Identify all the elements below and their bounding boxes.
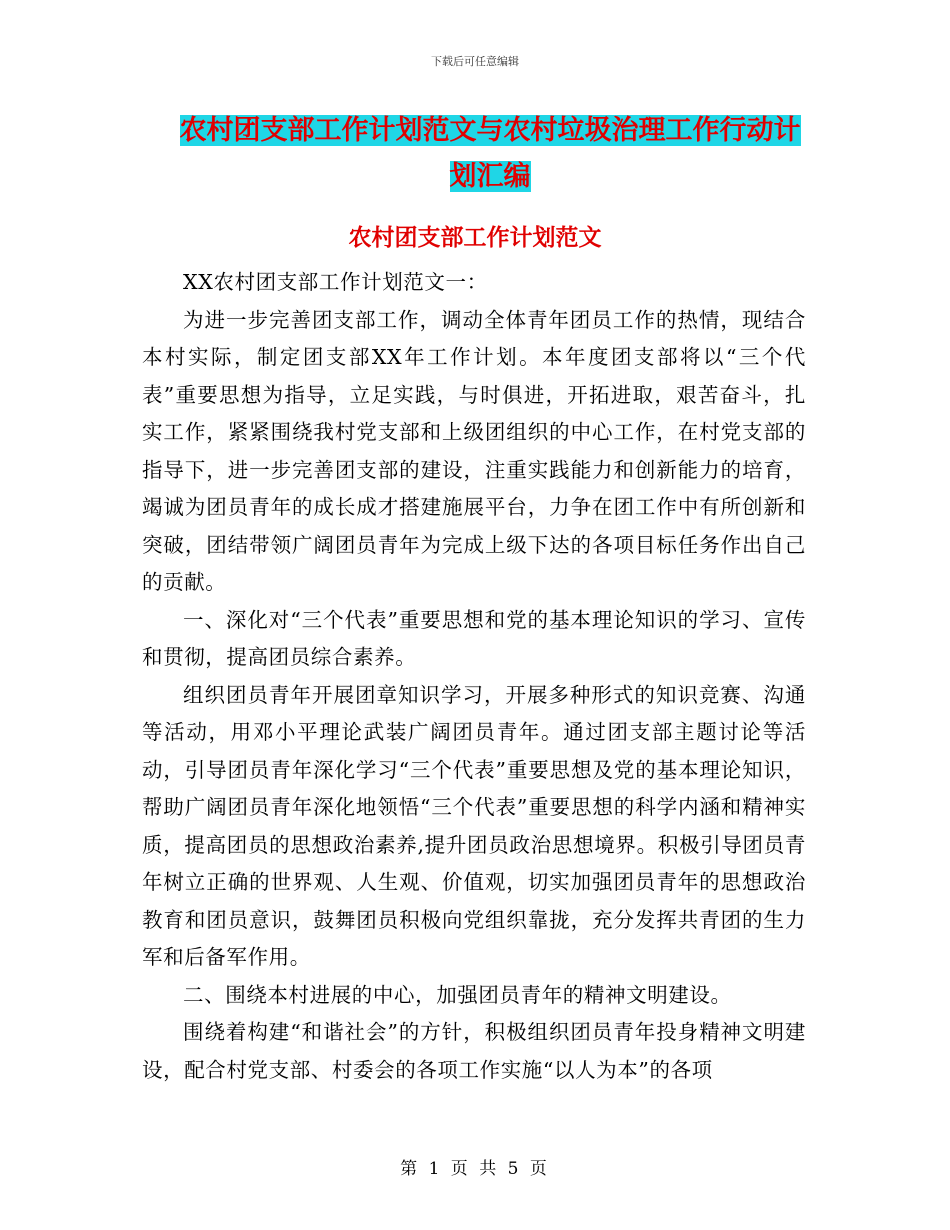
paragraph: 一、深化对“三个代表”重要思想和党的基本理论知识的学习、宣传和贯彻，提高团员综合素养。 — [142, 607, 806, 669]
paragraph: 二、围绕本村进展的中心，加强团员青年的精神文明建设。 — [183, 982, 732, 1007]
section-title: 农村团支部工作计划范文 — [348, 225, 602, 251]
document-title-line1: 农村团支部工作计划范文与农村垃圾治理工作行动计 — [179, 115, 801, 146]
paragraph: 围绕着构建“和谐社会”的方针，积极组织团员青年投身精神文明建设，配合村党支部、村委会的各项工作实施“以人为本”的各项 — [142, 1020, 806, 1082]
page-footer: 第 1 页 共 5 页 — [400, 1159, 550, 1179]
document-title — [170, 108, 810, 200]
document-body — [142, 264, 806, 1089]
document-title-line2: 划汇编 — [449, 161, 531, 192]
paragraph: 组织团员青年开展团章知识学习，开展多种形式的知识竞赛、沟通等活动，用邓小平理论武装广阔团员青年。通过团支部主题讨论等活动，引导团员青年深化学习“三个代表”重要思想及党的基本理论知识，帮助广阔团员青年深化地领悟“三个代表”重要思想的科学内涵和精神实质，提高团员的思想政治素养,提升团员政治思想境界。积极引导团员青年树立正确的世界观、人生观、价值观，切实加强团员青年的思想政治教育和团员意识，鼓舞团员积极向党组织靠拢，充分发挥共青团的生力军和后备军作用。 — [142, 682, 806, 969]
paragraph: XX农村团支部工作计划范文一： — [183, 270, 488, 294]
paragraph: 为进一步完善团支部工作，调动全体青年团员工作的热情，现结合本村实际，制定团支部XX年工作计划。本年度团支部将以“三个代表”重要思想为指导，立足实践，与时俱进，开拓进取，艰苦奋斗，扎实工作，紧紧围绕我村党支部和上级团组织的中心工作，在村党支部的指导下，进一步完善团支部的建设，注重实践能力和创新能力的培育，竭诚为团员青年的成长成才搭建施展平台，力争在团工作中有所创新和突破，团结带领广阔团员青年为完成上级下达的各项目标任务作出自己的贡献。 — [142, 307, 806, 594]
header-note: 下载后可任意编辑 — [431, 55, 519, 68]
